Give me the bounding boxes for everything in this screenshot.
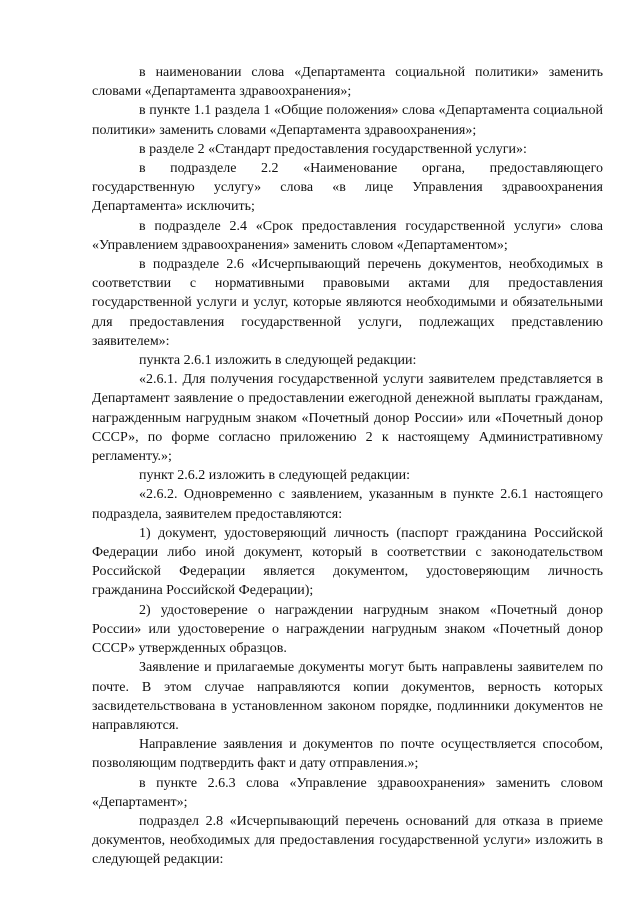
paragraph-12: 2) удостоверение о награждении нагрудным знаком «Почетный донор России» или удостоверение о награждении нагрудным знаком «Почетный донор СССР» утвержденных образцов. [92,602,603,657]
paragraph-10: «2.6.2. Одновременно с заявлением, указанным в пункте 2.6.1 настоящего подраздела, заявителем предоставляются: [92,487,603,522]
paragraph-6: в подразделе 2.6 «Исчерпывающий перечень документов, необходимых в соответствии с нормативными правовыми актами для предоставления государственной услуги и услуг, которые являются необходимыми и обязательными для предоставления государственной услуги, подлежащих представлению заявителем»: [92,257,603,349]
paragraph-8: «2.6.1. Для получения государственной услуги заявителем представляется в Департамент заявление о предоставлении ежегодной денежной выплаты гражданам, награжденным нагрудным знаком «Почетный донор России» или «Почетный донор СССР», по форме согласно приложению 2 к настоящему Административному регламенту.»; [92,372,603,465]
paragraph-3: в разделе 2 «Стандарт предоставления государственной услуги»: [139,141,527,157]
paragraph-11: 1) документ, удостоверяющий личность (паспорт гражданина Российской Федерации либо иной документ, который в соответствии с законодательством Российской Федерации является документом, удостоверяющим личность гражданина Российской Федерации); [92,525,603,599]
paragraph-4: в подразделе 2.2 «Наименование органа, предоставляющего государственную услугу» слова «в лице Управления здравоохранения Департамента» исключить; [92,161,603,215]
paragraph-9: пункт 2.6.2 изложить в следующей редакции: [139,468,410,484]
paragraph-2: в пункте 1.1 раздела 1 «Общие положения» слова «Департамента социальной политики» заменить словами «Департамента здравоохранения»; [92,103,603,138]
paragraph-15: в пункте 2.6.3 слова «Управление здравоохранения» заменить словом «Департамент»; [92,775,603,810]
document-body [92,63,603,870]
paragraph-7: пункта 2.6.1 изложить в следующей редакции: [139,353,417,369]
paragraph-5: в подразделе 2.4 «Срок предоставления государственной услуги» слова «Управлением здравоохранения» заменить словом «Департаментом»; [92,218,603,253]
paragraph-16: подраздел 2.8 «Исчерпывающий перечень оснований для отказа в приеме документов, необходимых для предоставления государственной услуги» изложить в следующей редакции: [92,813,603,868]
paragraph-14: Направление заявления и документов по почте осуществляется способом, позволяющим подтвердить факт и дату отправления.»; [92,737,603,772]
paragraph-13: Заявление и прилагаемые документы могут быть направлены заявителем по почте. В этом случае направляются копии документов, верность которых засвидетельствована в установленном законом порядке, подлинники документов не направляются. [92,660,603,733]
paragraph-1: в наименовании слова «Департамента социальной политики» заменить словами «Департамента здравоохранения»; [92,65,603,100]
